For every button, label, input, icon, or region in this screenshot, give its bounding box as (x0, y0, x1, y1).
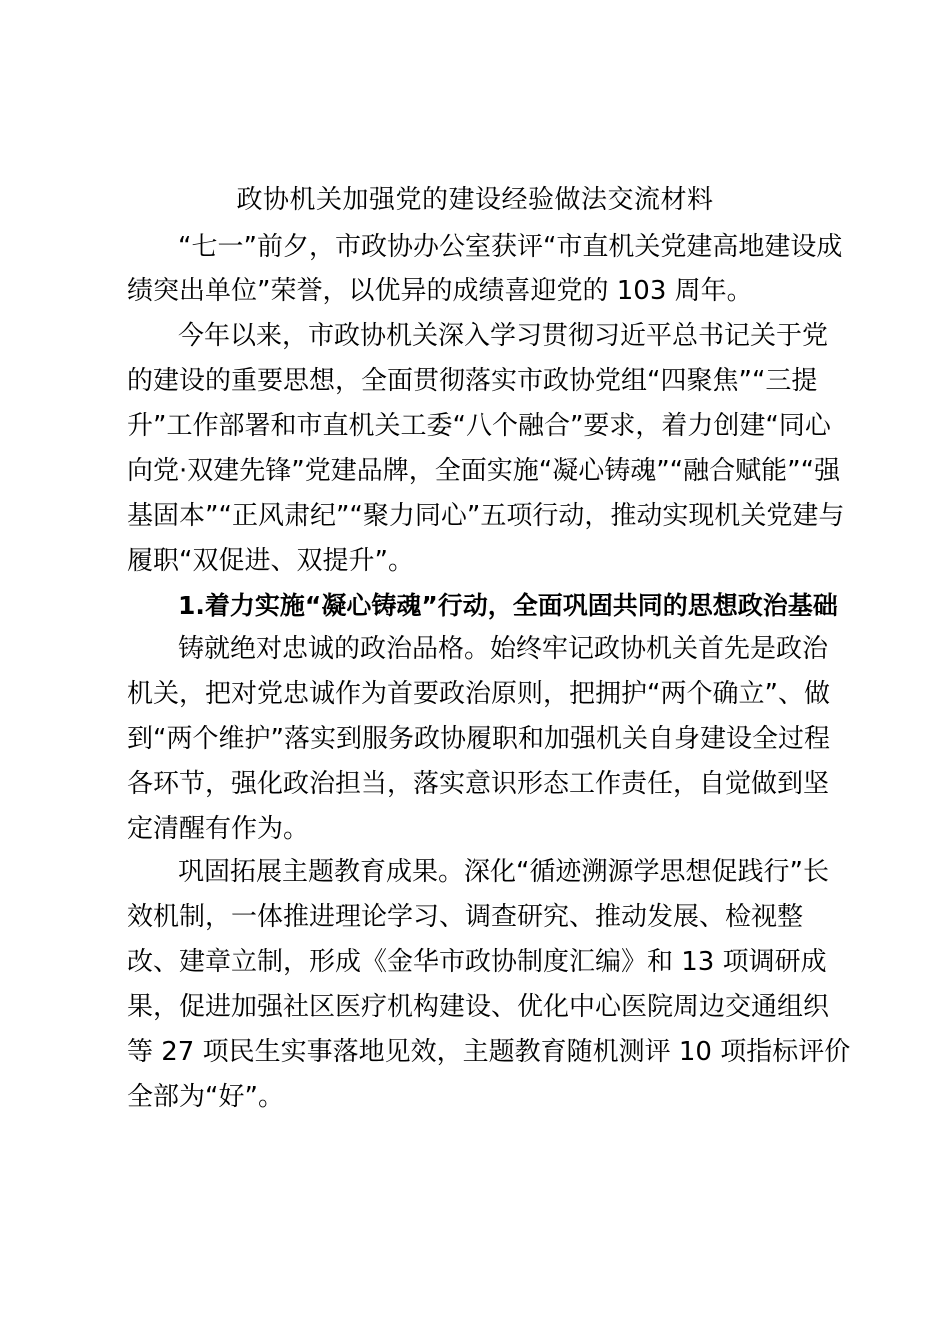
paragraph-line: 等 27 项民生实事落地见效，主题教育随机测评 10 项指标评价 (127, 1037, 851, 1067)
document-title: 政协机关加强党的建设经验做法交流材料 (236, 185, 714, 215)
paragraph-line: 升”工作部署和市直机关工委“八个融合”要求，着力创建“同心 (127, 411, 831, 441)
paragraph-line: 基固本”“正风肃纪”“聚力同心”五项行动，推动实现机关党建与 (127, 501, 845, 531)
paragraph-line: 果，促进加强社区医疗机构建设、优化中心医院周边交通组织 (127, 992, 830, 1022)
paragraph-line: 绩突出单位”荣誉，以优异的成绩喜迎党的 103 周年。 (127, 276, 753, 306)
paragraph-line: “七一”前夕，市政协办公室获评“市直机关党建高地建设成 (178, 232, 843, 262)
paragraph-line: 到“两个维护”落实到服务政协履职和加强机关自身建设全过程 (127, 724, 830, 754)
paragraph-line: 向党·双建先锋”党建品牌，全面实施“凝心铸魂”“融合赋能”“强 (127, 456, 841, 486)
paragraph-line: 的建设的重要思想，全面贯彻落实市政协党组“四聚焦”“三提 (127, 366, 818, 396)
paragraph-line: 全部为“好”。 (127, 1082, 284, 1112)
paragraph-line: 定清醒有作为。 (127, 814, 310, 844)
paragraph-line: 铸就绝对忠诚的政治品格。始终牢记政协机关首先是政治 (178, 634, 829, 664)
paragraph-line: 机关，把对党忠诚作为首要政治原则，把拥护“两个确立”、做 (127, 679, 830, 709)
paragraph-line: 各环节，强化政治担当，落实意识形态工作责任，自觉做到坚 (127, 769, 830, 799)
paragraph-line: 效机制，一体推进理论学习、调查研究、推动发展、检视整 (127, 902, 804, 932)
paragraph-line: 今年以来，市政协机关深入学习贯彻习近平总书记关于党 (178, 321, 829, 351)
section-heading: 1.着力实施“凝心铸魂”行动，全面巩固共同的思想政治基础 (178, 591, 838, 620)
paragraph-line: 履职“双促进、双提升”。 (127, 546, 414, 576)
paragraph-line: 改、建章立制，形成《金华市政协制度汇编》和 13 项调研成 (127, 947, 827, 977)
paragraph-line: 巩固拓展主题教育成果。深化“循迹溯源学思想促践行”长 (178, 857, 829, 887)
